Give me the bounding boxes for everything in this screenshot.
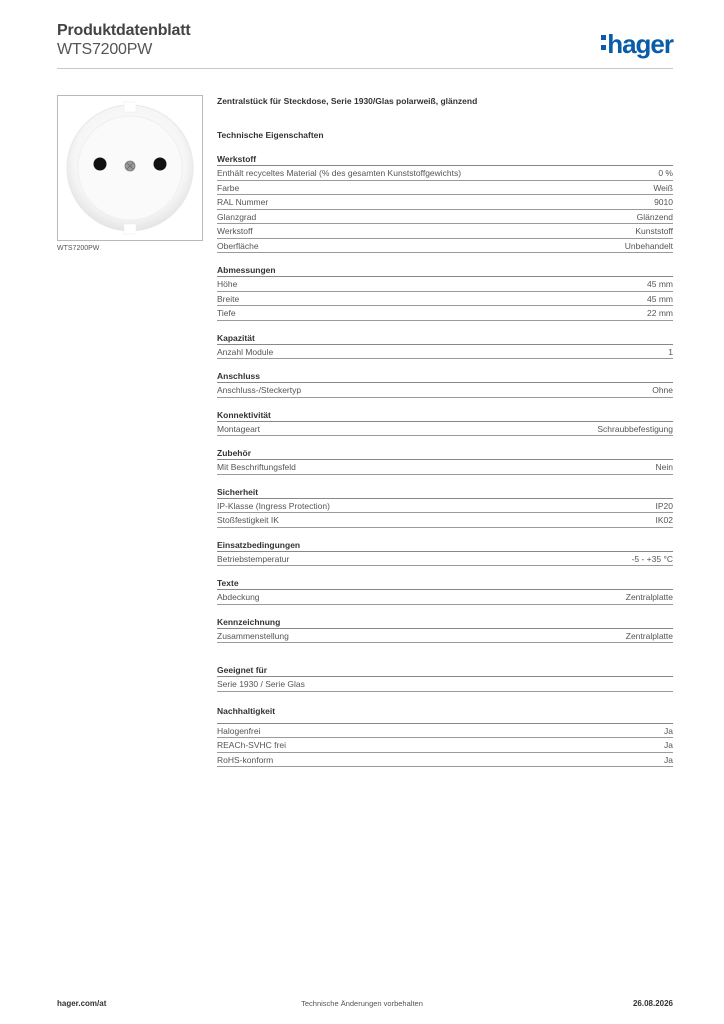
- row-label: REACh-SVHC frei: [217, 740, 286, 750]
- table-row: [217, 677, 673, 692]
- row-label: Höhe: [217, 279, 238, 289]
- footer-notice: Technische Änderungen vorbehalten: [301, 999, 423, 1008]
- property-group-anschluss: [217, 371, 673, 398]
- table-row: [217, 513, 673, 528]
- logo-text: hager: [607, 29, 673, 59]
- property-group-werkstoff: [217, 154, 673, 253]
- row-value: Ja: [664, 725, 673, 736]
- table-row: [217, 239, 673, 254]
- row-label: Anzahl Module: [217, 346, 274, 357]
- property-group-abmessungen: [217, 265, 673, 321]
- footer-website-link[interactable]: hager.com/at: [57, 999, 107, 1008]
- row-value: Unbehandelt: [624, 240, 673, 251]
- property-group-zubehoer: [217, 448, 673, 475]
- row-value: Ja: [664, 754, 673, 765]
- row-value: Kunststoff: [635, 226, 673, 236]
- section-heading: Technische Eigenschaften: [217, 130, 324, 140]
- row-value: 9010: [654, 197, 673, 207]
- table-row: [217, 422, 673, 437]
- table-row: [217, 277, 673, 292]
- socket-outlet-icon: [58, 96, 202, 240]
- group-title: Konnektivität: [217, 410, 673, 422]
- table-row: [217, 345, 673, 360]
- row-label: RoHS-konform: [217, 754, 274, 765]
- property-group-kapazitaet: [217, 333, 673, 360]
- table-row: [217, 724, 673, 739]
- table-row: [217, 738, 673, 753]
- row-label: Stoßfestigkeit IK: [217, 515, 279, 525]
- row-label: Oberfläche: [217, 240, 259, 251]
- group-title: Zubehör: [217, 448, 673, 460]
- property-group-kennzeichnung: [217, 617, 673, 644]
- document-type-title: Produktdatenblatt: [57, 22, 191, 39]
- table-row: [217, 224, 673, 239]
- group-title: Kapazität: [217, 333, 673, 345]
- property-group-einsatzbedingungen: [217, 540, 673, 567]
- group-title: Geeignet für: [217, 665, 673, 677]
- table-row: [217, 629, 673, 644]
- table-row: [217, 292, 673, 307]
- row-value: Zentralplatte: [625, 592, 673, 602]
- row-label: Halogenfrei: [217, 725, 261, 736]
- table-row: [217, 552, 673, 567]
- table-row: [217, 166, 673, 181]
- row-label: Enthält recyceltes Material (% des gesamten Kunststoffgewichts): [217, 168, 462, 178]
- row-value: -5 - +35 °C: [631, 553, 673, 564]
- group-title: Texte: [217, 578, 673, 590]
- property-group-konnektivitaet: [217, 410, 673, 437]
- row-label: Abdeckung: [217, 592, 260, 602]
- table-row: [217, 460, 673, 475]
- property-group-geeignet-fuer: [217, 665, 673, 692]
- row-value: Ohne: [652, 385, 673, 395]
- group-title: Abmessungen: [217, 265, 673, 277]
- product-image: [57, 95, 203, 241]
- row-label: Tiefe: [217, 308, 236, 318]
- logo-colon-icon: [601, 33, 606, 51]
- row-value: IP20: [655, 500, 673, 511]
- row-label: Werkstoff: [217, 226, 253, 236]
- row-value: Ja: [664, 740, 673, 750]
- row-value: IK02: [655, 515, 673, 525]
- group-title: Sicherheit: [217, 487, 673, 499]
- row-label: IP-Klasse (Ingress Protection): [217, 500, 330, 511]
- row-value: Zentralplatte: [625, 630, 673, 641]
- table-row: [217, 210, 673, 225]
- row-value: Glänzend: [636, 211, 673, 222]
- group-title: Werkstoff: [217, 154, 673, 166]
- table-row: [217, 306, 673, 321]
- row-label: Zusammenstellung: [217, 630, 289, 641]
- row-label: Mit Beschriftungsfeld: [217, 462, 296, 472]
- image-caption: WTS7200PW: [57, 245, 100, 252]
- group-title: Nachhaltigkeit: [217, 706, 673, 724]
- row-value: Weiß: [653, 182, 673, 193]
- group-title: Anschluss: [217, 371, 673, 383]
- product-content: [217, 96, 673, 767]
- group-title: Kennzeichnung: [217, 617, 673, 629]
- table-row: [217, 590, 673, 605]
- table-row: [217, 195, 673, 210]
- property-group-texte: [217, 578, 673, 605]
- row-value: 0 %: [658, 168, 673, 178]
- table-row: [217, 383, 673, 398]
- product-code-title: WTS7200PW: [57, 41, 153, 58]
- row-value: 1: [668, 346, 673, 357]
- property-group-sicherheit: [217, 487, 673, 528]
- row-label: Anschluss-/Steckertyp: [217, 385, 302, 395]
- row-label: Serie 1930 / Serie Glas: [217, 679, 305, 689]
- footer-date: 26.08.2026: [632, 999, 673, 1008]
- table-row: [217, 181, 673, 196]
- row-label: Breite: [217, 293, 240, 304]
- row-value: Nein: [655, 462, 673, 472]
- row-value: 45 mm: [647, 293, 673, 304]
- row-value: Schraubbefestigung: [597, 423, 673, 434]
- property-group-nachhaltigkeit: [217, 706, 673, 768]
- hager-logo: [601, 29, 673, 60]
- page-header: [57, 22, 673, 68]
- row-value: 45 mm: [647, 279, 673, 289]
- product-description: Zentralstück für Steckdose, Serie 1930/Glas polarweiß, glänzend: [217, 96, 478, 106]
- row-label: Farbe: [217, 182, 240, 193]
- group-title: Einsatzbedingungen: [217, 540, 673, 552]
- table-row: [217, 753, 673, 768]
- table-row: [217, 499, 673, 514]
- row-label: Betriebstemperatur: [217, 553, 290, 564]
- row-label: Glanzgrad: [217, 211, 257, 222]
- header-divider: [57, 68, 673, 69]
- row-label: RAL Nummer: [217, 197, 269, 207]
- row-label: Montageart: [217, 423, 260, 434]
- row-value: 22 mm: [647, 308, 673, 318]
